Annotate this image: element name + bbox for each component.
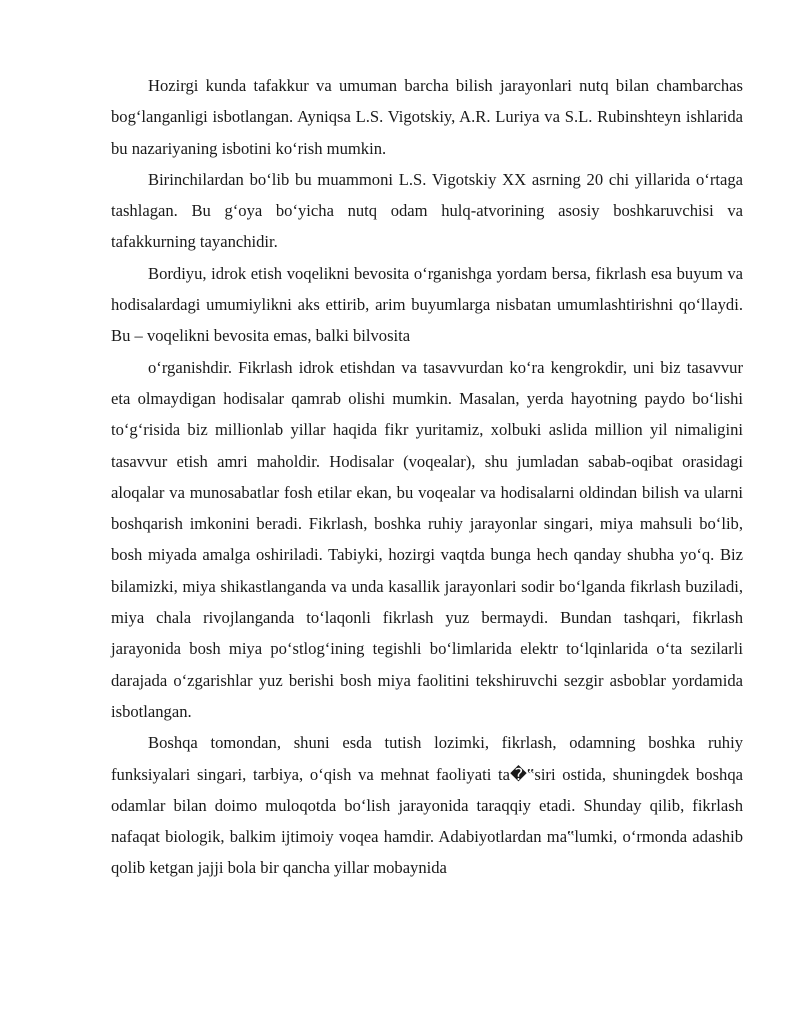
paragraph: o‘rganishdir. Fikrlash idrok etishdan va tasavvurdan ko‘ra kengrokdir, uni biz tasavvur eta olmaydigan hodisalar qamrab olishi mumkin. Masalan, yerda hayotning paydo bo‘lishi to‘g‘risida biz millionlab yillar haqida fikr yuritamiz, xolbuki aslida million yil nimaligini tasavvur etish amri maholdir. Hodisalar (voqealar), shu jumladan sabab-oqibat orasidagi aloqalar va munosabatlar fosh etilar ekan, bu voqealar va hodisalarni oldindan bilish va ularni boshqarish imkonini beradi. Fikrlash, boshka ruhiy jarayonlar singari, miya mahsuli bo‘lib, bosh miyada amalga oshiriladi. Tabiyki, hozirgi vaqtda bunga hech qanday shubha yo‘q. Biz bilamizki, miya shikastlanganda va unda kasallik jarayonlari sodir bo‘lganda fikrlash buziladi, miya chala rivojlanganda to‘laqonli fikrlash yuz bermaydi. Bundan tashqari, fikrlash jarayonida bosh miya po‘stlog‘ining tegishli bo‘limlarida elektr to‘lqinlarida o‘ta sezilarli darajada o‘zgarishlar yuz berishi bosh miya faolitini tekshiruvchi sezgir asboblar yordamida isbotlangan.	[111, 357, 743, 721]
document-body	[111, 70, 743, 884]
paragraph: Bordiyu, idrok etish voqelikni bevosita o‘rganishga yordam bersa, fikrlash esa buyum va hodisalardagi umumiylikni aks ettirib, arim buyumlarga nisbatan umumlashtirishni qo‘llaydi. Bu – voqelikni bevosita emas, balki bilvosita	[111, 263, 743, 346]
paragraph: Birinchilardan bo‘lib bu muammoni L.S. Vigotskiy XX asrning 20 chi yillarida o‘rtaga tashlagan. Bu g‘oya bo‘yicha nutq odam hulq-atvorining asosiy boshkaruvchisi va tafakkurning tayanchidir.	[111, 169, 743, 252]
paragraph: Boshqa tomondan, shuni esda tutish lozimki, fikrlash, odamning boshka ruhiy funksiyalari singari, tarbiya, o‘qish va mehnat faoliyati ta�‟siri ostida, shuningdek boshqa odamlar bilan doimo muloqotda bo‘lish jarayonida taraqqiy etadi. Shunday qilib, fikrlash nafaqat biologik, balkim ijtimoiy voqea hamdir. Adabiyotlardan ma‟lumki, o‘rmonda adashib qolib ketgan jajji bola bir qancha yillar mobaynida	[111, 733, 743, 878]
paragraph: Hozirgi kunda tafakkur va umuman barcha bilish jarayonlari nutq bilan chambarchas bog‘langanligi isbotlangan. Ayniqsa L.S. Vigotskiy, A.R. Luriya va S.L. Rubinshteyn ishlarida bu nazariyaning isbotini ko‘rish mumkin.	[111, 76, 743, 158]
